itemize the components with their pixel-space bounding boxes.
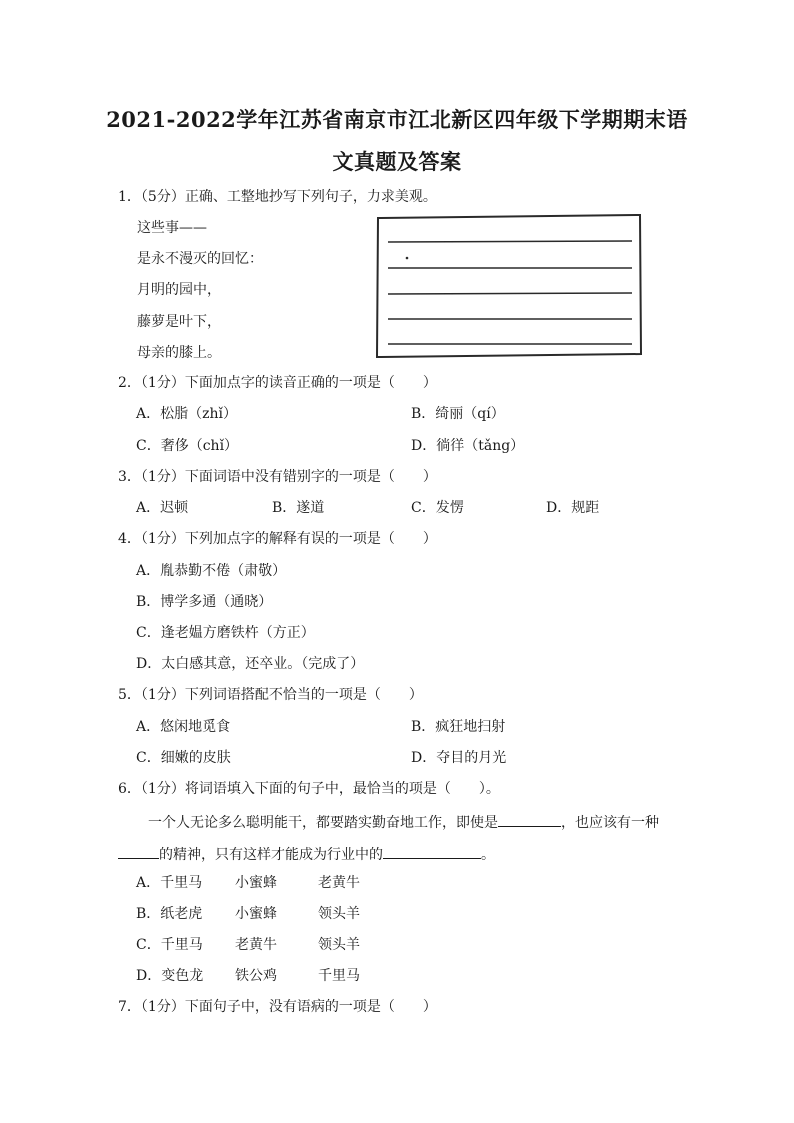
answer-blank-3 [383,843,481,859]
poem-line: 这些事—— [137,220,207,236]
question-6-option-d [136,967,360,985]
option-word: C．千里马 [136,937,203,953]
option-word: 铁公鸡 [235,968,277,984]
option-word: B．纸老虎 [136,906,203,922]
question-4-option-a: A．胤恭勤不倦（肃敬） [136,563,287,579]
question-6-option-a [136,874,360,892]
question-2-option-a: A．松脂（zhǐ） [136,406,237,422]
question-5-option-a: A．悠闲地觅食 [136,719,231,735]
question-1-stem: 1．（5分）正确、工整地抄写下列句子，力求美观。 [118,189,437,205]
question-3-option-c: C．发愣 [411,500,464,516]
copy-writing-box [374,212,644,360]
document-title-line-1: 2021-2022学年江苏省南京市江北新区四年级下学期期末语 [106,107,688,132]
question-6-option-b [136,905,360,923]
poem-line: 藤萝是叶下， [137,314,221,330]
ink-dot [406,257,409,260]
question-6-sentence-line-2 [118,843,495,864]
option-word: 千里马 [318,968,360,984]
question-4-stem: 4．（1分）下列加点字的解释有误的一项是（ ） [118,531,437,547]
sentence-text: 一个人无论多么聪明能干，都要踏实勤奋地工作，即使是 [148,815,498,831]
question-3-option-d: D．规距 [546,500,600,516]
option-word: 领头羊 [318,937,360,953]
poem-line: 母亲的膝上。 [137,345,221,361]
option-word: 老黄牛 [235,937,277,953]
question-5-option-c: C．细嫩的皮肤 [136,750,231,766]
question-5-option-b: B．疯狂地扫射 [411,719,506,735]
question-2-option-b: B．绮丽（qí） [411,406,505,422]
poem-line: 月明的园中， [137,282,221,298]
option-word: 老黄牛 [318,875,360,891]
question-3-option-b: B．遂道 [272,500,325,516]
poem-line: 是永不漫灭的回忆： [137,251,263,267]
question-4-option-b: B．博学多通（通晓） [136,594,273,610]
writing-line [388,241,632,242]
question-5-stem: 5．（1分）下列词语搭配不恰当的一项是（ ） [118,687,423,703]
question-2-stem: 2．（1分）下面加点字的读音正确的一项是（ ） [118,375,437,391]
question-4-option-d: D．太白感其意，还卒业。（完成了） [136,656,365,672]
question-2-option-d: D．徜徉（tǎng） [411,438,525,454]
question-3-option-a: A．迟顿 [136,500,189,516]
question-6-stem: 6．（1分）将词语填入下面的句子中，最恰当的项是（ ）。 [118,781,500,797]
document-title-line-2: 文真题及答案 [332,149,462,174]
option-word: 小蜜蜂 [235,875,277,891]
writing-line [388,293,632,294]
option-word: 领头羊 [318,906,360,922]
answer-blank-1 [498,811,561,827]
answer-blank-2 [118,843,159,859]
question-5-option-d: D．夺目的月光 [411,750,507,766]
option-word: 小蜜蜂 [235,906,277,922]
question-2-option-c: C．奢侈（chǐ） [136,438,239,454]
option-word: D．变色龙 [136,968,204,984]
sentence-text: 。 [481,847,495,863]
question-6-sentence-line-1 [148,811,659,832]
question-6-option-c [136,936,360,954]
sentence-text: 的精神，只有这样才能成为行业中的 [159,847,383,863]
question-7-stem: 7．（1分）下面句子中，没有语病的一项是（ ） [118,999,437,1015]
copy-box-border [377,215,641,357]
question-3-stem: 3．（1分）下面词语中没有错别字的一项是（ ） [118,469,437,485]
sentence-text: ，也应该有一种 [561,815,659,831]
option-word: A．千里马 [136,875,203,891]
question-4-option-c: C．逢老媪方磨铁杵（方正） [136,625,315,641]
